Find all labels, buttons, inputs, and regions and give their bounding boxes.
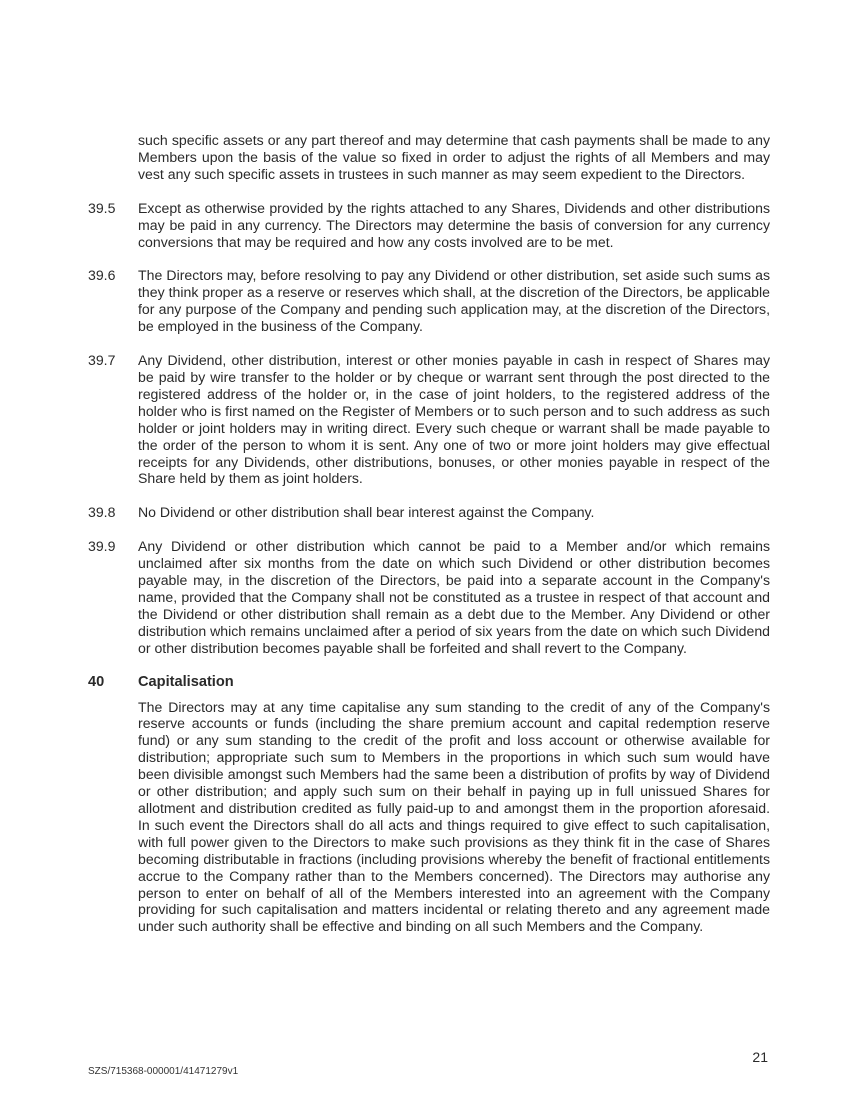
clause-39-6: [88, 267, 770, 335]
clause-number: 39.7: [88, 352, 116, 369]
clause-text: No Dividend or other distribution shall bear interest against the Company.: [138, 504, 595, 521]
document-reference: SZS/715368-000001/41471279v1: [88, 1066, 239, 1077]
clause-number: 39.5: [88, 199, 116, 216]
clause-39-5: [88, 200, 770, 251]
clause-text: Except as otherwise provided by the rights attached to any Shares, Dividends and other distributions may be paid in any currency. The Directors may determine the basis of conversion for any currency conversions that may be required and how any costs involved are to be met.: [138, 199, 770, 250]
clause-number: 39.9: [88, 538, 116, 555]
clause-text: Any Dividend, other distribution, interest or other monies payable in cash in respect of Shares may be paid by wire transfer to the holder or by cheque or warrant sent through the post directed to the registered address of the holder or, in the case of joint holders, to the registered address of the holder who is first named on the Register of Members or to such person and to such address as such holder or joint holders may in writing direct. Every such cheque or warrant shall be made payable to the order of the person to whom it is sent. Any one of two or more joint holders may give effectual receipts for any Dividends, other distributions, bonuses, or other monies payable in respect of the Share held by them as joint holders.: [138, 352, 770, 487]
section-heading: [88, 674, 770, 691]
clause-number: 39.8: [88, 504, 116, 521]
clause-text: The Directors may, before resolving to pay any Dividend or other distribution, set aside such sums as they think proper as a reserve or reserves which shall, at the discretion of the Directors, be applicable for any purpose of the Company and pending such application may, at the discretion of the Directors, be employed in the business of the Company.: [138, 267, 770, 335]
page-number: 21: [752, 1049, 768, 1065]
continued-paragraph: such specific assets or any part thereof and may determine that cash payments shall be made to any Members upon the basis of the value so fixed in order to adjust the rights of all Members and may vest any such specific assets in trustees in such manner as may seem expedient to the Directors.: [138, 132, 770, 182]
section-body: The Directors may at any time capitalise any sum standing to the credit of any of the Company's reserve accounts or funds (including the share premium account and capital redemption reserve fund) or any sum standing to the credit of the profit and loss account or otherwise available for distribution; appropriate such sum to Members in the proportions in which such sum would have been divisible amongst such Members had the same been a distribution of profits by way of Dividend or other distribution; and apply such sum on their behalf in paying up in full unissued Shares for allotment and distribution credited as fully paid-up to and amongst them in the proportion aforesaid. In such event the Directors shall do all acts and things required to give effect to such capitalisation, with full power given to the Directors to make such provisions as they think fit in the case of Shares becoming distributable in fractions (including provisions whereby the benefit of fractional entitlements accrue to the Company rather than to the Members concerned). The Directors may authorise any person to enter on behalf of all of the Members interested into an agreement with the Company providing for such capitalisation and matters incidental or relating thereto and any agreement made under such authority shall be effective and binding on all such Members and the Company.: [138, 698, 770, 935]
clause-number: 39.6: [88, 267, 116, 284]
section-number: 40: [88, 673, 105, 690]
clause-39-9: [88, 538, 770, 656]
clause-text: Any Dividend or other distribution which cannot be paid to a Member and/or which remains unclaimed after six months from the date on which such Dividend or other distribution becomes payable may, in the discretion of the Directors, be paid into a separate account in the Company's name, provided that the Company shall not be constituted as a trustee in respect of that account and the Dividend or other distribution shall remain as a debt due to the Member. Any Dividend or other distribution which remains unclaimed after a period of six years from the date on which such Dividend or other distribution becomes payable shall be forfeited and shall revert to the Company.: [138, 538, 770, 656]
section-title: Capitalisation: [138, 673, 234, 690]
document-body: [88, 132, 770, 935]
clause-39-7: [88, 352, 770, 487]
clause-39-8: [88, 504, 770, 521]
